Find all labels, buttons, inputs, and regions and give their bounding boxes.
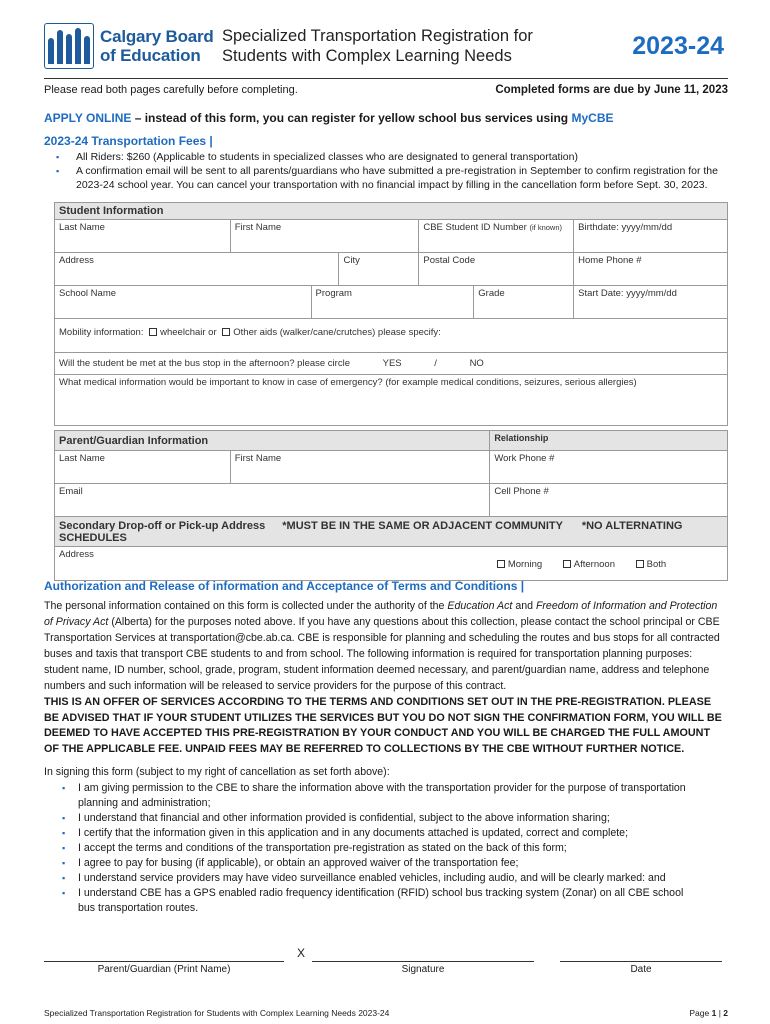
student-info-heading: Student Information: [55, 203, 728, 220]
school-name-label: School Name: [59, 288, 117, 299]
cbe-logo: [44, 20, 224, 72]
term-item: ▪ I understand CBE has a GPS enabled radio frequency identification (RFID) school bus tracking system (Zonar) on all CBE school bus transportation routes.: [62, 886, 702, 916]
schedule-options: [490, 547, 728, 581]
other-aids-label: Other aids (walker/cane/crutches) please specify:: [233, 327, 441, 338]
cell-phone-field[interactable]: [490, 484, 728, 517]
term-item: ▪ I understand that financial and other information provided is confidential, subject to the above information sharing;: [62, 811, 702, 826]
student-first-name-field[interactable]: [230, 220, 419, 253]
logo-line-1: Calgary Board: [100, 27, 214, 46]
due-date-note: Completed forms are due by June 11, 2023: [495, 84, 728, 96]
home-phone-label: Home Phone #: [578, 255, 642, 266]
bus-stop-separator: /: [434, 358, 437, 369]
wheelchair-label: wheelchair or: [160, 327, 217, 338]
page-prefix: Page: [689, 1008, 712, 1018]
morning-label: Morning: [507, 559, 543, 570]
date-line[interactable]: [560, 961, 722, 962]
term-item: ▪ I accept the terms and conditions of the transportation pre-registration as stated on the back of this form;: [62, 841, 702, 856]
city-field[interactable]: [339, 253, 419, 286]
cbe-logo-icon: [44, 23, 94, 69]
guardian-info-heading: Parent/Guardian Information: [55, 431, 490, 451]
guardian-info-table: [54, 430, 728, 517]
fee-item: ▪ A confirmation email will be sent to all parents/guardians who have submitted a pre-registration in September to confirm registration for the 2023-24 school year. You can cancel your transportation with no financial impact by filling in the cancellation form before Sept. 30, 2023.: [56, 164, 726, 192]
apply-online-label: APPLY ONLINE: [44, 111, 132, 125]
page-footer: [44, 1008, 728, 1018]
school-year: 2023-24: [632, 32, 724, 60]
guardian-first-name-field[interactable]: [230, 451, 490, 484]
form-title-line-2: Students with Complex Learning Needs: [222, 47, 512, 65]
signature-line[interactable]: [312, 961, 534, 962]
page-header: [44, 14, 734, 76]
medical-info-label: What medical information would be important to know in case of emergency? (for example medical conditions, seizures, serious allergies): [59, 377, 637, 388]
signing-intro: In signing this form (subject to my right of cancellation as set forth above):: [44, 766, 390, 778]
bus-stop-yes-option[interactable]: YES: [382, 358, 402, 369]
student-last-name-label: Last Name: [59, 222, 105, 233]
page-number: [689, 1008, 728, 1018]
medical-info-field[interactable]: [55, 375, 728, 426]
bus-stop-row: [55, 353, 728, 375]
guardian-last-name-label: Last Name: [59, 453, 105, 464]
terms-list: [62, 781, 702, 916]
footer-title: Specialized Transportation Registration for Students with Complex Learning Needs 2023-24: [44, 1008, 390, 1018]
afternoon-checkbox[interactable]: [563, 560, 571, 568]
relationship-field[interactable]: [490, 431, 728, 451]
guardian-first-name-label: First Name: [234, 453, 282, 464]
grade-label: Grade: [478, 288, 505, 299]
program-field[interactable]: [311, 286, 474, 319]
apply-online-notice: [44, 111, 614, 125]
start-date-label: Start Date: yyyy/mm/dd: [578, 288, 677, 299]
secondary-address-heading-row: [55, 517, 728, 547]
birthdate-label: Birthdate: yyyy/mm/dd: [578, 222, 673, 233]
read-carefully-note: Please read both pages carefully before completing.: [44, 84, 298, 96]
fees-heading: 2023-24 Transportation Fees |: [44, 134, 213, 148]
birthdate-field[interactable]: [574, 220, 728, 253]
guardian-last-name-field[interactable]: [55, 451, 231, 484]
postal-code-field[interactable]: [419, 253, 574, 286]
relationship-label: Relationship: [494, 433, 549, 443]
logo-line-2: of Education: [100, 46, 201, 65]
cbe-student-id-note: (if known): [529, 223, 563, 232]
term-item: ▪ I agree to pay for busing (if applicable), or obtain an approved waiver of the transportation fee;: [62, 856, 702, 871]
privacy-text-2: and: [512, 600, 536, 612]
term-item: ▪ I certify that the information given in this application and in any documents attached is updated, correct and complete;: [62, 826, 702, 841]
cbe-student-id-label: CBE Student ID Number: [423, 222, 527, 233]
form-title-line-1: Specialized Transportation Registration for: [222, 27, 533, 45]
secondary-address-heading: Secondary Drop-off or Pick-up Address: [59, 520, 266, 532]
signature-label: Signature: [401, 964, 445, 975]
city-label: City: [343, 255, 360, 266]
privacy-paragraph: [44, 598, 728, 694]
student-address-field[interactable]: [55, 253, 339, 286]
guardian-name-line[interactable]: [44, 961, 284, 962]
date-label: Date: [630, 964, 652, 975]
student-first-name-label: First Name: [234, 222, 282, 233]
instructions-bar: [44, 84, 728, 96]
secondary-address-table: [54, 516, 728, 581]
postal-code-label: Postal Code: [423, 255, 476, 266]
both-checkbox[interactable]: [636, 560, 644, 568]
form-title: [222, 26, 533, 66]
page-separator: |: [716, 1008, 724, 1018]
signature-x-mark: X: [297, 946, 306, 960]
student-last-name-field[interactable]: [55, 220, 231, 253]
privacy-text-1: The personal information contained on this form is collected under the authority of the: [44, 600, 448, 612]
page-total: 2: [723, 1008, 728, 1018]
both-label: Both: [646, 559, 667, 570]
other-aids-checkbox[interactable]: [222, 328, 230, 336]
bus-stop-no-option[interactable]: NO: [469, 358, 484, 369]
term-item: ▪ I understand service providers may have video surveillance enabled vehicles, including audio, and will be clearly marked: and: [62, 871, 702, 886]
mobility-row: [55, 319, 728, 353]
cbe-student-id-field[interactable]: [419, 220, 574, 253]
fee-item: ▪ All Riders: $260 (Applicable to students in specialized classes who are designated to general transportation): [56, 150, 726, 164]
guardian-name-label: Parent/Guardian (Print Name): [97, 964, 231, 975]
bus-stop-question: Will the student be met at the bus stop in the afternoon? please circle: [59, 358, 350, 369]
start-date-field[interactable]: [574, 286, 728, 319]
grade-field[interactable]: [474, 286, 574, 319]
morning-checkbox[interactable]: [497, 560, 505, 568]
cell-phone-label: Cell Phone #: [494, 486, 549, 497]
secondary-address-label: Address: [59, 549, 94, 560]
term-item: ▪ I am giving permission to the CBE to share the information above with the transportation provider for the purpose of transportation planning and administration;: [62, 781, 702, 811]
header-divider: [44, 78, 728, 79]
authorization-heading: Authorization and Release of information and Acceptance of Terms and Conditions |: [44, 579, 525, 593]
offer-of-services-paragraph: THIS IS AN OFFER OF SERVICES ACCORDING TO THE TERMS AND CONDITIONS SET OUT IN THE PRE-REGISTRATION. PLEASE BE ADVISED THAT IF YOUR STUDENT UTILIZES THE SERVICES BUT YOU DO NOT SIGN THE CONFIRMATION FORM, YOU WILL BE DEEMED TO HAVE ACCEPTED THIS PRE-REGISTRATION BY YOUR CONDUCT AND YOU WILL BE CHARGED THE FULL AMOUNT OF THE APPLICABLE FEE. UNPAID FEES MAY BE REFERRED TO COLLECTIONS BY THE CBE WITHOUT FURTHER NOTICE.: [44, 696, 722, 755]
student-address-label: Address: [59, 255, 94, 266]
same-community-note: *MUST BE IN THE SAME OR ADJACENT COMMUNITY: [282, 520, 563, 532]
privacy-text-3: (Alberta) for the purposes noted above. If you have any questions about this collection, please contact the school principal or CBE Transportation Services at transportation@cbe.ab.ca. CBE is responsible for planning and scheduling the routes and bus stops for all contracted buses and taxis that transport CBE students to and from school. The following information is required for transportation planning purposes: student name, ID number, school, grade, program, student information deemed necessary, and parent/guardian name, address and telephone numbers and such information will be released to service providers for the purpose of this contract.: [44, 616, 720, 692]
student-info-table: [54, 202, 728, 426]
program-label: Program: [315, 288, 352, 299]
mobility-label: Mobility information:: [59, 327, 144, 338]
email-field[interactable]: [55, 484, 490, 517]
afternoon-label: Afternoon: [573, 559, 615, 570]
no-alternating-note: *NO ALTERNATING SCHEDULES: [59, 520, 683, 544]
school-name-field[interactable]: [55, 286, 312, 319]
page-current: 1: [711, 1008, 717, 1018]
secondary-address-field[interactable]: [55, 547, 490, 581]
education-act-ref: Education Act: [447, 600, 513, 612]
work-phone-field[interactable]: [490, 451, 728, 484]
work-phone-label: Work Phone #: [494, 453, 555, 464]
wheelchair-checkbox[interactable]: [149, 328, 157, 336]
mycbe-link[interactable]: MyCBE: [571, 111, 614, 125]
home-phone-field[interactable]: [574, 253, 728, 286]
email-label: Email: [59, 486, 83, 497]
foip-act-ref: Freedom of Information and Protection of Privacy Act: [44, 600, 718, 628]
fees-list: [56, 150, 726, 192]
apply-online-text: – instead of this form, you can register for yellow school bus services using: [131, 111, 572, 125]
